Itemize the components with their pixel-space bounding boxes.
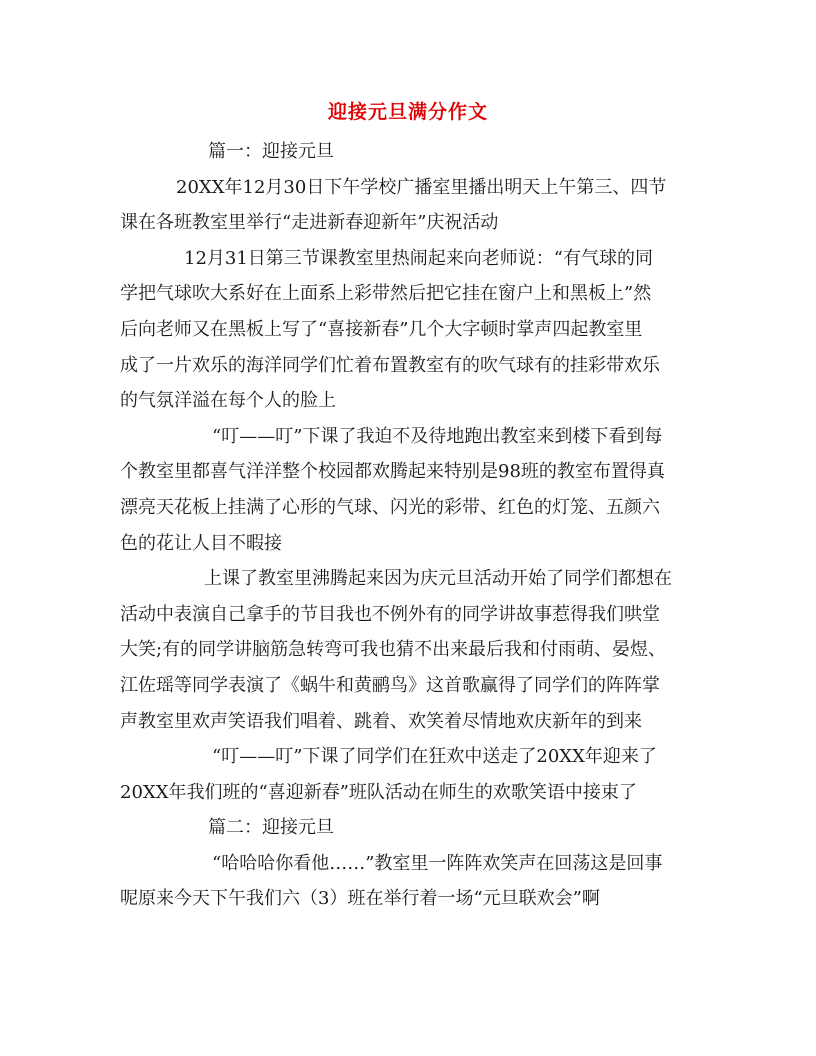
paragraph-line: 的气氛洋溢在每个人的脸上 [120, 390, 336, 412]
paragraph-line: 个教室里都喜气洋洋整个校园都欢腾起来特别是98班的教室布置得真 [120, 461, 665, 483]
paragraph-line: “叮——叮”下课了同学们在狂欢中送走了20XX年迎来了 [212, 746, 657, 768]
paragraph-line: 成了一片欢乐的海洋同学们忙着布置教室有的吹气球有的挂彩带欢乐 [120, 354, 660, 376]
paragraph-line: 漂亮天花板上挂满了心形的气球、闪光的彩带、红色的灯笼、五颜六 [120, 496, 660, 518]
paragraph-line: 呢原来今天下午我们六（3）班在举行着一场“元旦联欢会”啊 [120, 888, 600, 910]
paragraph-line: 江佐瑶等同学表演了《蜗牛和黄鹂鸟》这首歌赢得了同学们的阵阵掌 [120, 674, 660, 696]
document-body [120, 134, 700, 917]
paragraph-line: 20XX年12月30日下午学校广播室里播出明天上午第三、四节 [176, 176, 667, 198]
section-heading: 篇二：迎接元旦 [208, 817, 334, 839]
paragraph-line: 色的花让人目不暇接 [120, 532, 282, 554]
paragraph-line: 12月31日第三节课教室里热闹起来向老师说：“有气球的同 [184, 247, 654, 269]
section-heading: 篇一：迎接元旦 [208, 141, 334, 162]
paragraph-line: 声教室里欢声笑语我们唱着、跳着、欢笑着尽情地欢庆新年的到来 [120, 710, 642, 732]
paragraph-line: 后向老师又在黑板上写了“喜接新春”几个大字顿时掌声四起教室里 [120, 318, 643, 340]
paragraph-line: 大笑;有的同学讲脑筋急转弯可我也猜不出来最后我和付雨萌、晏煜、 [120, 639, 667, 661]
paragraph-line: 20XX年我们班的“喜迎新春”班队活动在师生的欢歌笑语中接束了 [120, 781, 637, 803]
paragraph-line: “哈哈哈你看他……”教室里一阵阵欢笑声在回荡这是回事 [212, 852, 663, 874]
paragraph-line: 课在各班教室里举行“走进新春迎新年”庆祝活动 [120, 212, 499, 234]
paragraph-line: 活动中表演自己拿手的节目我也不例外有的同学讲故事惹得我们哄堂 [120, 603, 660, 625]
paragraph-line: 学把气球吹大系好在上面系上彩带然后把它挂在窗户上和黑板上”然 [120, 283, 652, 305]
paragraph-line: “叮——叮”下课了我迫不及待地跑出教室来到楼下看到每 [212, 425, 663, 447]
paragraph-line: 上课了教室里沸腾起来因为庆元旦活动开始了同学们都想在 [204, 568, 672, 590]
document-title: 迎接元旦满分作文 [327, 101, 488, 123]
